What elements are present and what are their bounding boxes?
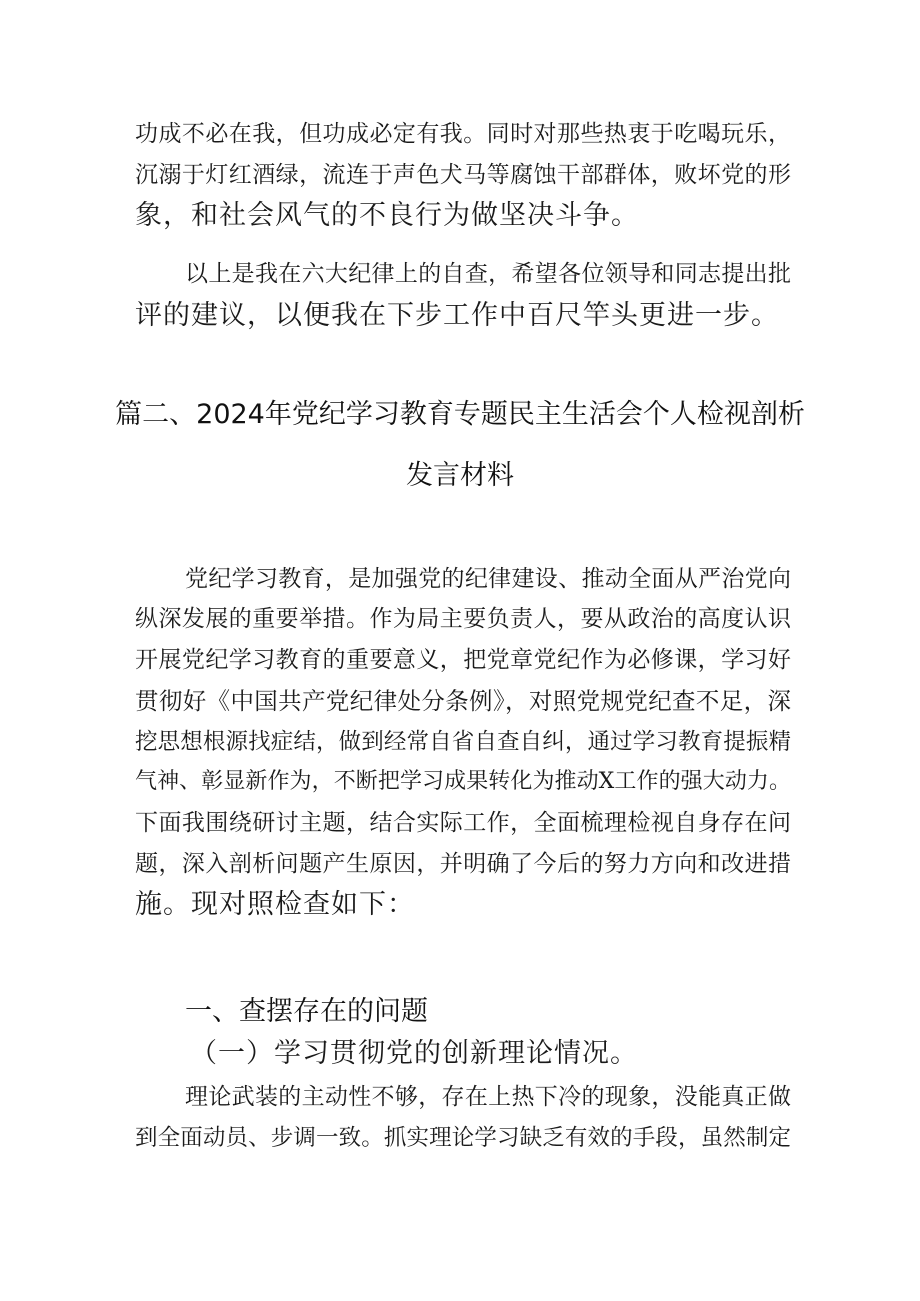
paragraph-line: 开展党纪学习教育的重要意义，把党章党纪作为必修课，学习好 [135, 647, 791, 673]
paragraph-line: 下面我围绕研讨主题，结合实际工作，全面梳理检视自身存在问 [135, 810, 791, 836]
paragraph-line: 气神、彰显新作为，不断把学习成果转化为推动X工作的强大动力。 [135, 769, 791, 794]
paragraph-line: 沉溺于灯红酒绿，流连于声色犬马等腐蚀干部群体，败坏党的形 [135, 162, 791, 188]
document-title: 篇二、2024年党纪学习教育专题民主生活会个人检视剖析 [115, 399, 805, 430]
paragraph-line: 党纪学习教育，是加强党的纪律建设、推动全面从严治党向 [185, 566, 791, 592]
paragraph-line: 挖思想根源找症结，做到经常自省自查自纠，通过学习教育提振精 [135, 729, 791, 755]
section-heading: 一、查摆存在的问题 [185, 996, 428, 1027]
document-title-line2: 发言材料 [406, 460, 514, 491]
paragraph-line: 贯彻好《中国共产党纪律处分条例》，对照党规党纪查不足，深 [135, 687, 791, 715]
paragraph-line: 施。现对照检查如下： [135, 889, 415, 920]
paragraph-line: 功成不必在我，但功成必定有我。同时对那些热衷于吃喝玩乐， [135, 121, 791, 147]
paragraph-line: 理论武装的主动性不够，存在上热下冷的现象，没能真正做 [185, 1084, 791, 1110]
paragraph-line: 以上是我在六大纪律上的自查，希望各位领导和同志提出批 [185, 261, 791, 287]
paragraph-line: 题，深入剖析问题产生原因，并明确了今后的努力方向和改进措 [135, 851, 791, 877]
subsection-heading: （一）学习贯彻党的创新理论情况。 [190, 1038, 638, 1069]
paragraph-line: 评的建议，以便我在下步工作中百尺竿头更进一步。 [135, 300, 779, 331]
paragraph-line: 纵深发展的重要举措。作为局主要负责人，要从政治的高度认识 [135, 606, 791, 632]
paragraph-line: 象，和社会风气的不良行为做坚决斗争。 [135, 200, 639, 231]
paragraph-line: 到全面动员、步调一致。抓实理论学习缺乏有效的手段，虽然制定 [135, 1125, 791, 1151]
